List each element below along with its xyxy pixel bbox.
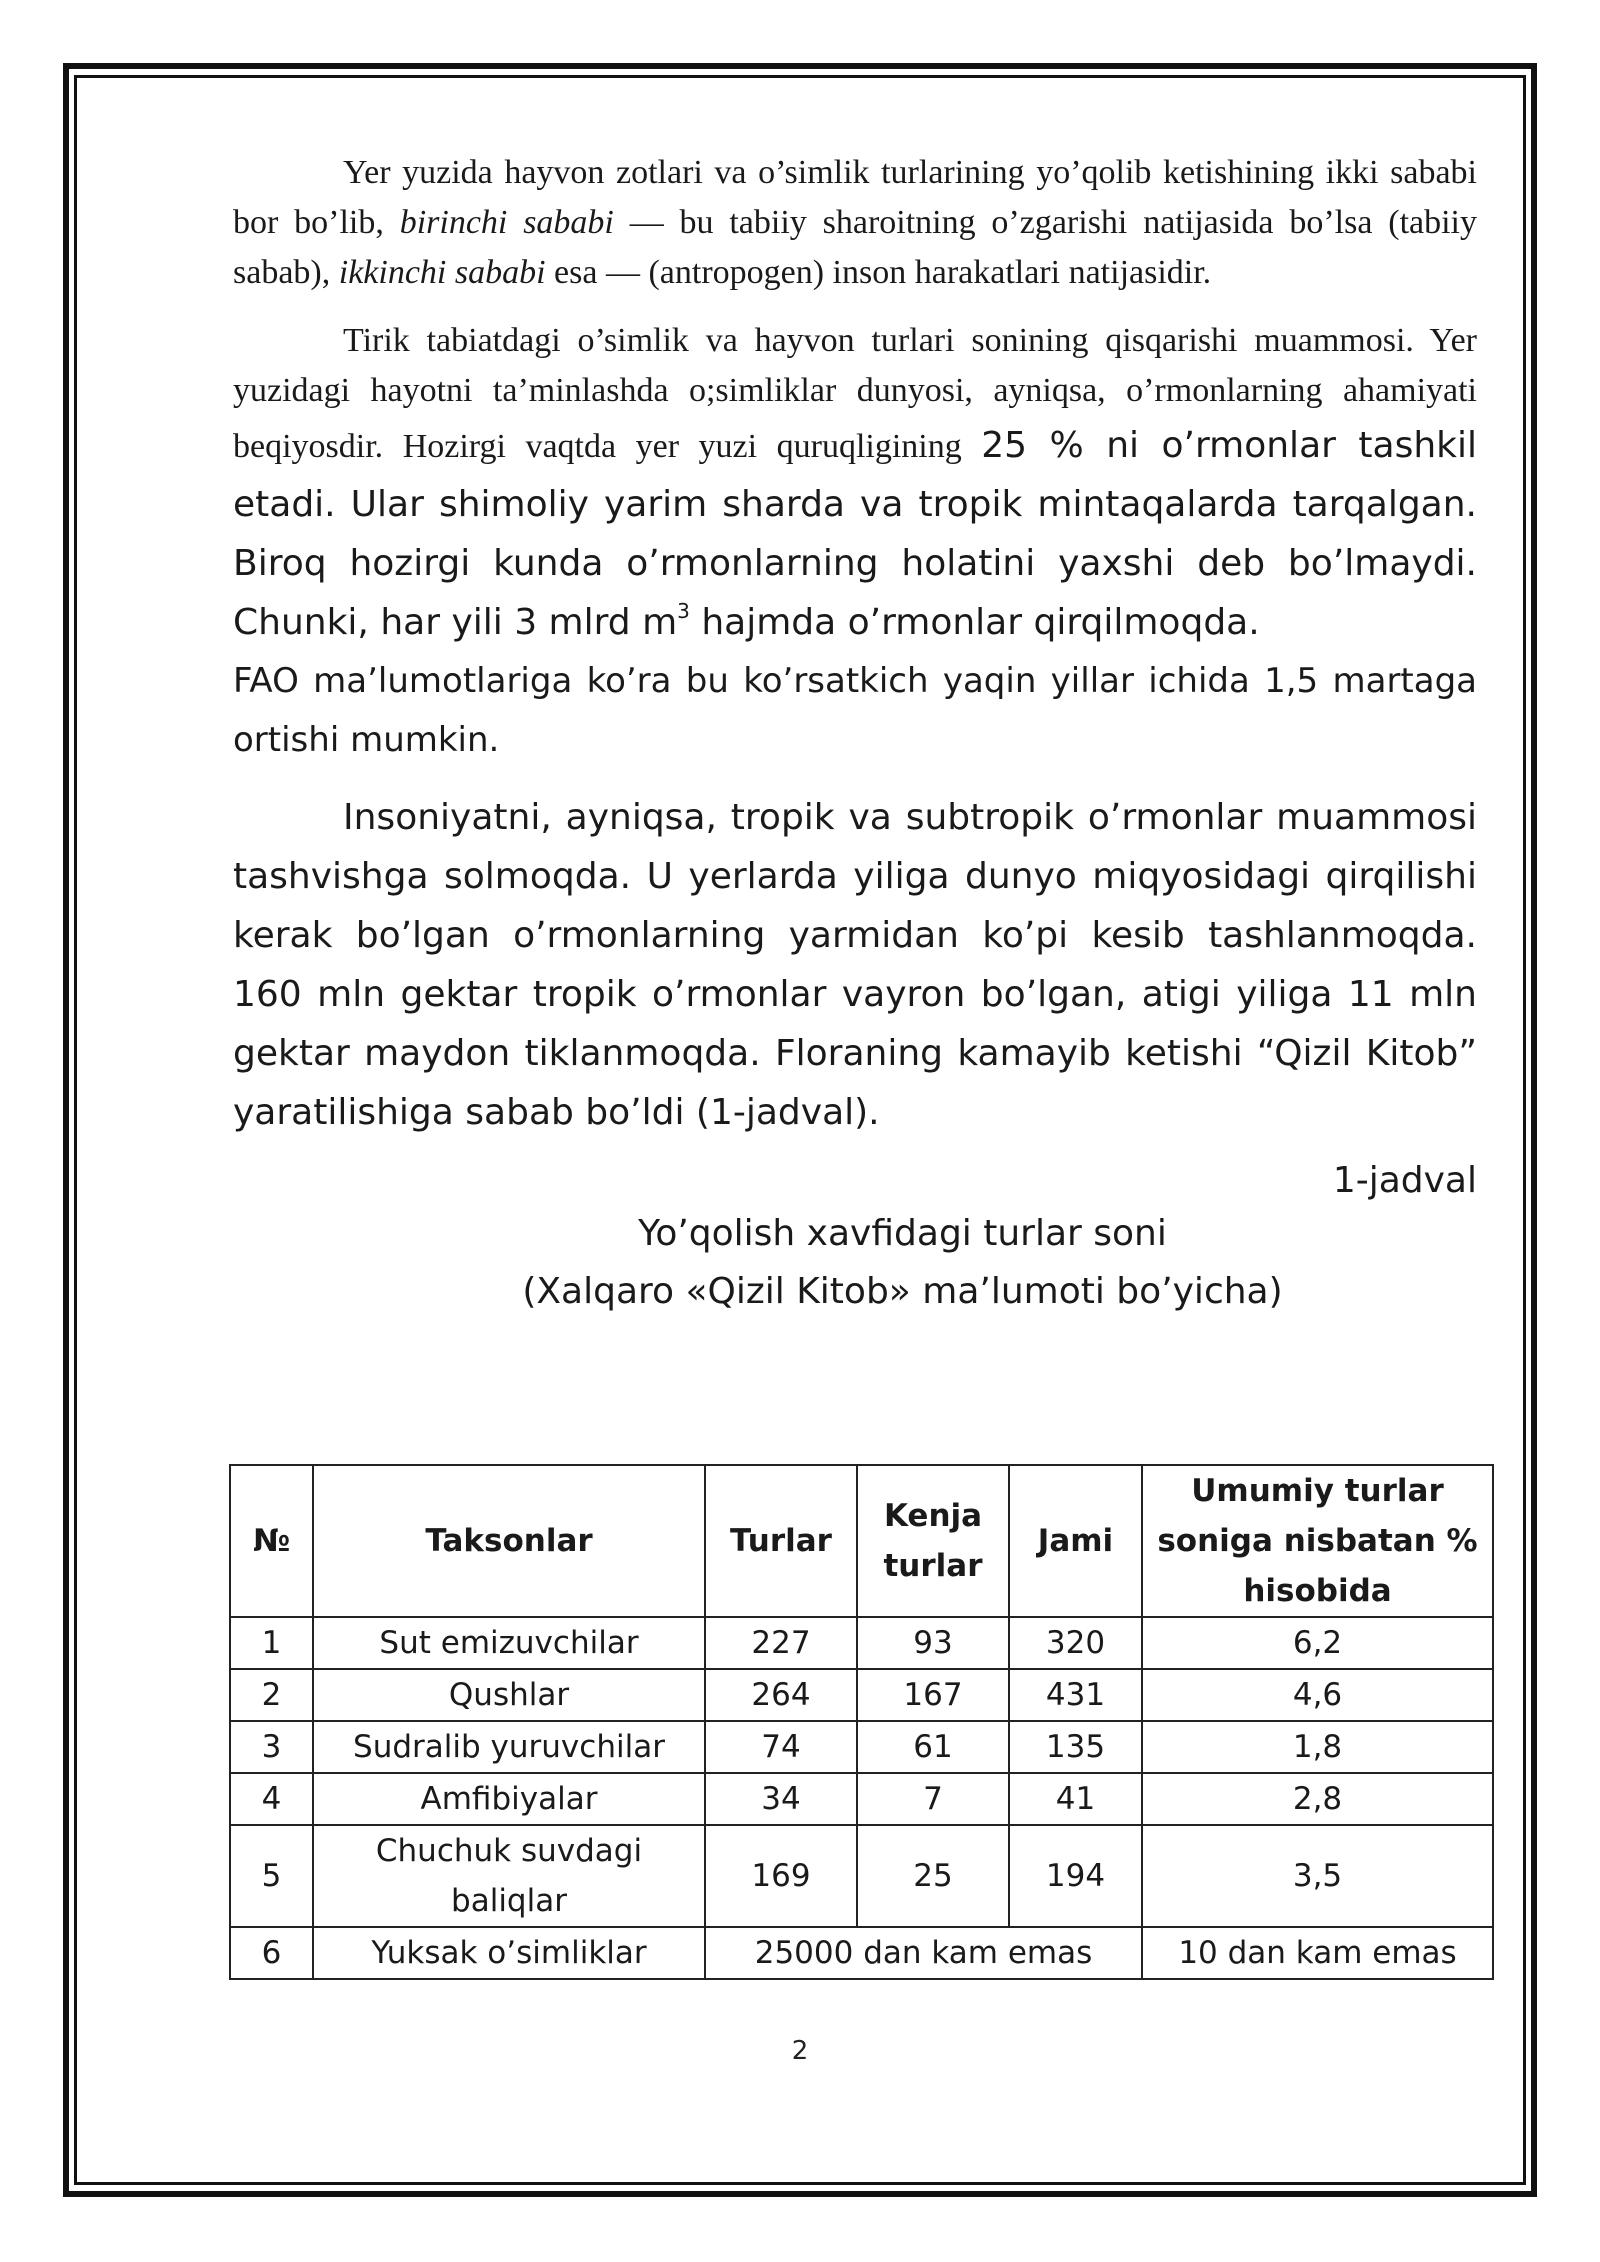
cell-number: 5 — [230, 1825, 313, 1927]
species-table — [229, 1464, 1494, 1980]
cell-taxon: Sut emizuvchilar — [313, 1617, 705, 1669]
cell-number: 4 — [230, 1773, 313, 1825]
page-number: 2 — [791, 2036, 809, 2066]
cell-total: 431 — [1009, 1669, 1142, 1721]
cell-number: 6 — [230, 1927, 313, 1979]
paragraph-2-continued — [233, 652, 1477, 770]
paragraph-1-text-a: Yer yuzida hayvon zotlari va o’simlik turlarining yo’qolib ketishining ikki sababi bor bo’lib, — [233, 154, 1477, 241]
cell-species: 74 — [705, 1721, 857, 1773]
cell-merged-count: 25000 dan kam emas — [705, 1927, 1142, 1979]
table-row — [230, 1669, 1493, 1721]
cell-taxon: Yuksak o’simliklar — [313, 1927, 705, 1979]
cell-taxon: Amfibiyalar — [313, 1773, 705, 1825]
header-percent-line-3: hisobida — [1243, 1573, 1392, 1609]
header-subspecies-line-2: turlar — [883, 1548, 983, 1584]
table-reference: 1-jadval — [1332, 1160, 1477, 1201]
cell-subspecies: 61 — [857, 1721, 1009, 1773]
paragraph-1-text-c: esa — (antropogen) inson harakatlari natijasidir. — [545, 254, 1212, 291]
cell-taxon: Sudralib yuruvchilar — [313, 1721, 705, 1773]
paragraph-1-italic-b: ikkinchi sababi — [338, 254, 546, 291]
header-taxa: Taksonlar — [313, 1465, 705, 1617]
table-row — [230, 1617, 1493, 1669]
table-caption-title: Yo’qolish xavfidagi turlar soni — [638, 1213, 1167, 1254]
cell-percent: 10 dan kam emas — [1142, 1927, 1493, 1979]
paragraph-1-text-b: — bu tabiiy sharoitning o’zgarishi natijasida bo’lsa (tabiiy sabab), — [233, 204, 1477, 291]
cell-subspecies: 25 — [857, 1825, 1009, 1927]
cell-total: 194 — [1009, 1825, 1142, 1927]
paragraph-3: Insoniyatni, ayniqsa, tropik va subtropik o’rmonlar muammosi tashvishga solmoqda. U yerlarda yiliga dunyo miqyosidagi qirqilishi kerak bo’lgan o’rmonlarning yarmidan ko’pi kesib tashlanmoqda. 160 mln gektar tropik o’rmonlar vayron bo’lgan, atigi yiliga 11 mln gektar maydon tiklanmoqda. Floraning kamayib ketishi “Qizil Kitob” yaratilishiga sabab bo’ldi (1-jadval). — [233, 797, 1477, 1133]
header-percent — [1142, 1465, 1493, 1617]
cell-taxon-line-2: baliqlar — [451, 1883, 567, 1919]
paragraph-2-text-d: FAO ma’lumotlariga ko’ra bu ko’rsatkich yaqin yillar ichida 1,5 martaga ortishi mumkin. — [233, 661, 1477, 760]
document-body — [233, 148, 1477, 1321]
header-species: Turlar — [705, 1465, 857, 1617]
cell-total: 41 — [1009, 1773, 1142, 1825]
cell-percent: 3,5 — [1142, 1825, 1493, 1927]
table-row — [230, 1927, 1493, 1979]
header-total: Jami — [1009, 1465, 1142, 1617]
superscript-3: 3 — [677, 599, 690, 623]
table-row — [230, 1773, 1493, 1825]
paragraph-2-text-b: 25 % ni o’rmonlar tashkil etadi. Ular shimoliy yarim sharda va tropik mintaqalarda tarqalgan. Biroq hozirgi kunda o’rmonlarning holatini yaxshi deb bo’lmaydi. Chunki, har yili 3 mlrd m — [233, 425, 1477, 643]
cell-total: 135 — [1009, 1721, 1142, 1773]
cell-percent: 1,8 — [1142, 1721, 1493, 1773]
cell-taxon: Qushlar — [313, 1669, 705, 1721]
table-caption — [233, 1205, 1477, 1321]
table-caption-subtitle: (Xalqaro «Qizil Kitob» ma’lumoti bo’yicha) — [522, 1271, 1283, 1312]
cell-percent: 6,2 — [1142, 1617, 1493, 1669]
table-row — [230, 1825, 1493, 1927]
header-percent-line-2: soniga nisbatan % — [1157, 1523, 1478, 1559]
paragraph-1-italic-a: birinchi sababi — [399, 204, 614, 241]
header-percent-line-1: Umumiy turlar — [1191, 1473, 1444, 1509]
paragraph-2-text-a: Tirik tabiatdagi o’simlik va hayvon turlari sonining qisqarishi muammosi. Yer yuzidagi hayotni ta’minlashda o;simliklar dunyosi, ayniqsa, o’rmonlarning ahamiyati beqiyosdir. Hozirgi vaqtda yer yuzi quruqligining — [233, 322, 1477, 465]
cell-subspecies: 167 — [857, 1669, 1009, 1721]
cell-taxon-line-1: Chuchuk suvdagi — [375, 1833, 643, 1869]
header-subspecies — [857, 1465, 1009, 1617]
header-number: № — [230, 1465, 313, 1617]
cell-total: 320 — [1009, 1617, 1142, 1669]
cell-subspecies: 7 — [857, 1773, 1009, 1825]
cell-number: 2 — [230, 1669, 313, 1721]
cell-species: 169 — [705, 1825, 857, 1927]
cell-number: 3 — [230, 1721, 313, 1773]
cell-number: 1 — [230, 1617, 313, 1669]
table-row — [230, 1721, 1493, 1773]
header-subspecies-line-1: Kenja — [883, 1498, 983, 1534]
cell-species: 34 — [705, 1773, 857, 1825]
cell-species: 264 — [705, 1669, 857, 1721]
paragraph-2 — [233, 316, 1477, 652]
cell-subspecies: 93 — [857, 1617, 1009, 1669]
table-header-row — [230, 1465, 1493, 1617]
cell-percent: 4,6 — [1142, 1669, 1493, 1721]
paragraph-2-text-c: hajmda o’rmonlar qirqilmoqda. — [689, 602, 1260, 643]
paragraph-1 — [233, 148, 1477, 298]
cell-species: 227 — [705, 1617, 857, 1669]
cell-taxon — [313, 1825, 705, 1927]
cell-percent: 2,8 — [1142, 1773, 1493, 1825]
